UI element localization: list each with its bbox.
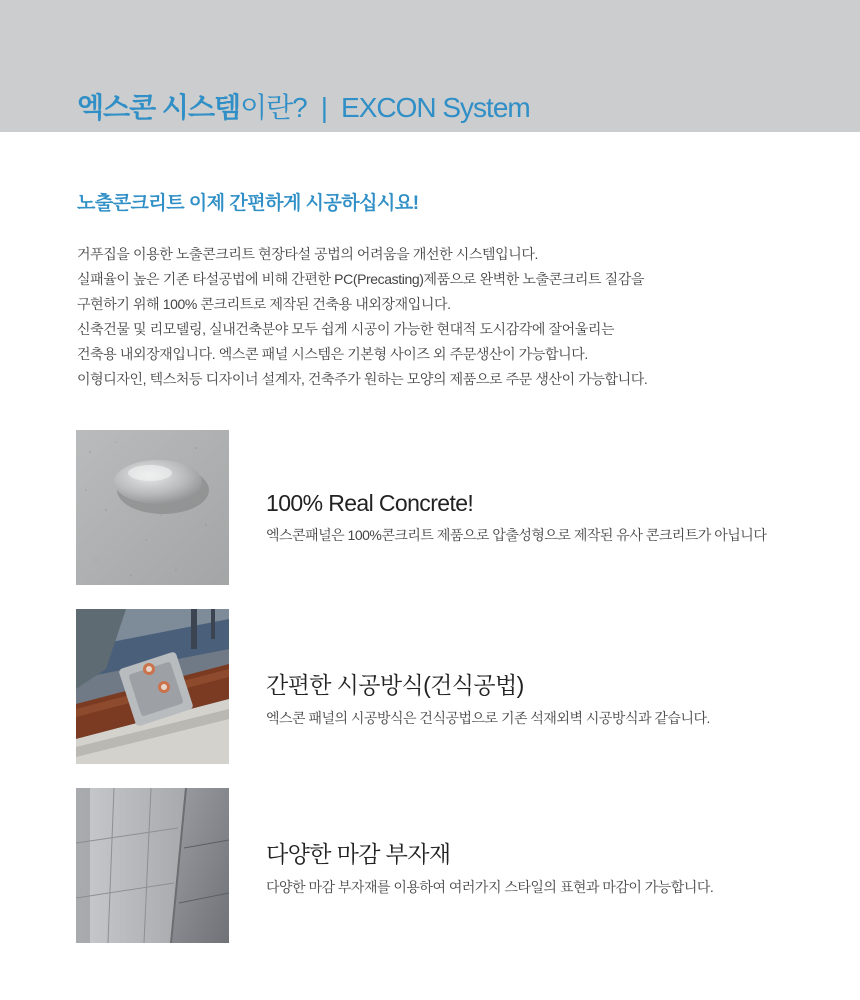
feature-text bbox=[266, 490, 766, 545]
title-rest: 이란? bbox=[240, 92, 307, 123]
feature-text bbox=[266, 667, 710, 728]
concrete-closeup-image bbox=[76, 430, 229, 585]
page-title bbox=[77, 88, 530, 128]
description-line: 이형디자인, 텍스처등 디자이너 설계자, 건축주가 원하는 모양의 제품으로 주문 생산이 가능합니다. bbox=[77, 371, 648, 387]
description-line: 건축용 내외장재입니다. 엑스콘 패널 시스템은 기본형 사이즈 외 주문생산이 가능합니다. bbox=[77, 346, 588, 362]
title-separator: | bbox=[320, 92, 328, 123]
feature-finishing-materials bbox=[76, 788, 836, 943]
feature-title: 100% Real Concrete! bbox=[266, 490, 474, 516]
description-line: 실패율이 높은 기존 타설공법에 비해 간편한 PC(Precasting)제품으로 완벽한 노출콘크리트 질감을 bbox=[77, 271, 644, 287]
title-strong: 엑스콘 시스템 bbox=[77, 92, 241, 123]
feature-dry-installation bbox=[76, 609, 836, 764]
feature-description: 다양한 마감 부자재를 이용하여 여러가지 스타일의 표현과 마감이 가능합니다. bbox=[266, 879, 714, 895]
feature-title: 다양한 마감 부자재 bbox=[266, 841, 451, 867]
feature-real-concrete bbox=[76, 430, 836, 585]
feature-description: 엑스콘 패널의 시공방식은 건식공법으로 기존 석재외벽 시공방식과 같습니다. bbox=[266, 710, 710, 726]
description-paragraph bbox=[77, 242, 817, 392]
title-english: EXCON System bbox=[341, 92, 530, 123]
feature-description: 엑스콘패널은 100%콘크리트 제품으로 압출성형으로 제작된 유사 콘크리트가 아닙니다 bbox=[266, 527, 767, 543]
feature-title: 간편한 시공방식(건식공법) bbox=[266, 672, 524, 698]
description-line: 구현하기 위해 100% 콘크리트로 제작된 건축용 내외장재입니다. bbox=[77, 296, 451, 312]
dry-installation-bracket-image bbox=[76, 609, 229, 764]
section-subtitle: 노출콘크리트 이제 간편하게 시공하십시요! bbox=[77, 193, 419, 214]
description-line: 거푸집을 이용한 노출콘크리트 현장타설 공법의 어려움을 개선한 시스템입니다. bbox=[77, 246, 539, 262]
panel-facade-corner-image bbox=[76, 788, 229, 943]
feature-text bbox=[266, 836, 713, 897]
page-header bbox=[0, 0, 860, 132]
description-line: 신축건물 및 리모델링, 실내건축분야 모두 쉽게 시공이 가능한 현대적 도시감각에 잘어울리는 bbox=[77, 321, 615, 337]
